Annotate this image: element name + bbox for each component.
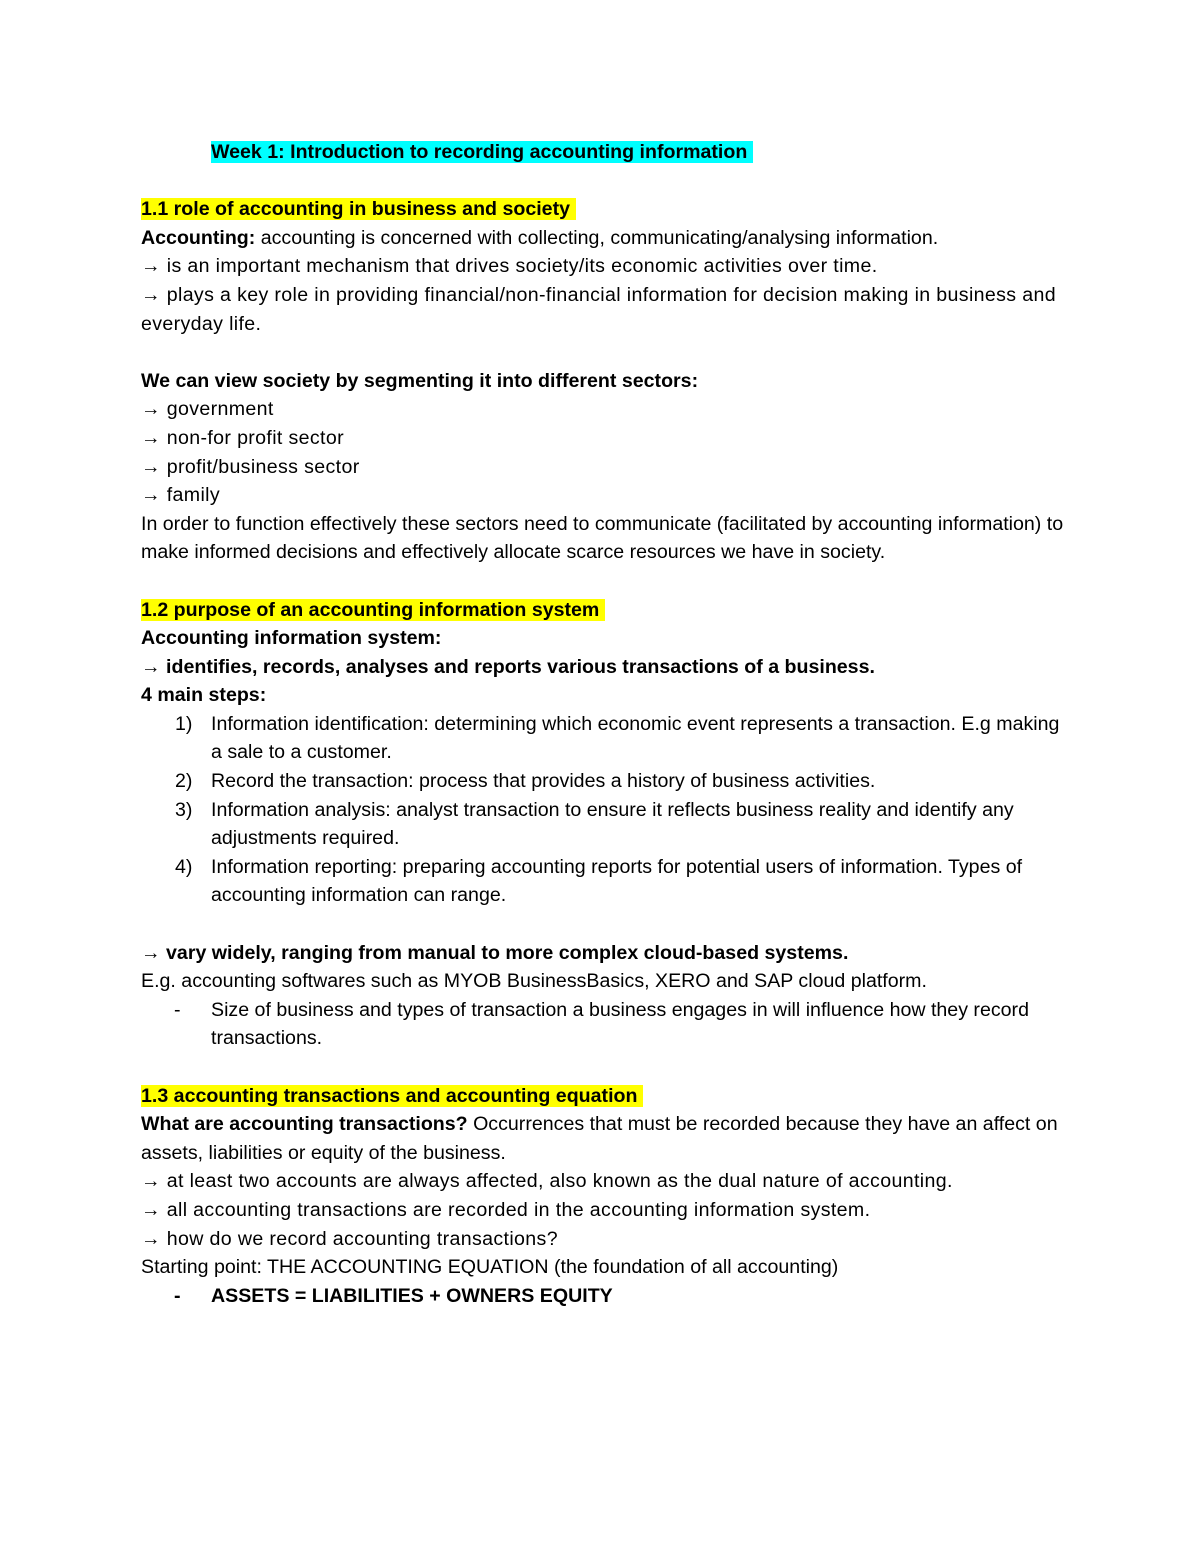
list-marker: - <box>174 998 181 1021</box>
recorded-line: → all accounting transactions are recorded in the accounting information system. <box>141 1198 871 1221</box>
ais-label: Accounting information system: <box>141 627 442 650</box>
accounting-definition <box>141 224 1071 253</box>
key-role-line: → plays a key role in providing financial/non-financial information for decision making in business and everyday life. <box>141 283 1056 335</box>
example-line: E.g. accounting softwares such as MYOB BusinessBasics, XERO and SAP cloud platform. <box>141 970 927 993</box>
accounting-definition-text: accounting is concerned with collecting, communicating/analysing information. <box>255 226 939 249</box>
section-2-heading <box>141 596 1071 625</box>
list-item <box>141 1282 1071 1311</box>
sector-family: → family <box>141 484 221 507</box>
dual-nature-line: → at least two accounts are always affected, also known as the dual nature of accounting. <box>141 1170 953 1193</box>
sector-government: → government <box>141 398 274 421</box>
list-item <box>141 996 1071 1053</box>
list-item-text: Information reporting: preparing accounting reports for potential users of information. Types of accounting information can range. <box>211 855 1023 907</box>
spacer <box>141 910 1071 939</box>
transactions-question <box>141 1110 1071 1167</box>
vary-line: → vary widely, ranging from manual to more complex cloud-based systems. <box>141 941 849 964</box>
list-item-text: Information identification: determining which economic event represents a transaction. E.g making a sale to a customer. <box>211 712 1060 764</box>
steps-list <box>141 710 1071 910</box>
accounting-equation: ASSETS = LIABILITIES + OWNERS EQUITY <box>211 1284 613 1307</box>
section-2-heading-text: 1.2 purpose of an accounting information system <box>141 599 605 621</box>
spacer <box>141 338 1071 367</box>
title-highlight: Week 1: Introduction to recording accounting information <box>211 141 753 163</box>
spacer <box>141 1053 1071 1082</box>
list-marker: 4) <box>175 855 193 878</box>
size-bullet-list <box>141 996 1071 1053</box>
list-item-text: Information analysis: analyst transaction to ensure it reflects business reality and identify any adjustments required. <box>211 798 1014 850</box>
transactions-text: Occurrences that must be recorded because they have an affect on assets, liabilities or equity of the business. <box>141 1113 1058 1164</box>
list-marker: - <box>174 1284 181 1307</box>
steps-heading: 4 main steps: <box>141 684 267 707</box>
starting-point-line: Starting point: THE ACCOUNTING EQUATION (the foundation of all accounting) <box>141 1256 839 1279</box>
sectors-closing: In order to function effectively these sectors need to communicate (facilitated by accounting information) to make informed decisions and effectively allocate scarce resources we have in society. <box>141 512 1064 564</box>
sector-business: → profit/business sector <box>141 455 360 478</box>
accounting-label: Accounting: <box>141 226 256 249</box>
how-record-line: → how do we record accounting transactions? <box>141 1227 558 1250</box>
list-item-text: Size of business and types of transaction a business engages in will influence how they record transactions. <box>211 998 1029 1050</box>
spacer <box>141 567 1071 596</box>
list-marker: 2) <box>175 770 193 793</box>
transactions-label: What are accounting transactions? <box>141 1113 468 1136</box>
mechanism-line: → is an important mechanism that drives society/its economic activities over time. <box>141 255 878 278</box>
section-1-heading <box>141 195 1071 224</box>
list-item <box>141 796 1071 853</box>
list-item <box>141 853 1071 910</box>
spacer <box>141 167 1071 196</box>
document-title <box>211 138 1071 167</box>
document-page <box>141 138 1071 1310</box>
list-marker: 1) <box>175 712 193 735</box>
equation-list <box>141 1282 1071 1311</box>
list-item <box>141 767 1071 796</box>
section-3-heading <box>141 1082 1071 1111</box>
section-1-heading-text: 1.1 role of accounting in business and society <box>141 198 576 220</box>
section-3-heading-text: 1.3 accounting transactions and accounting equation <box>141 1085 643 1107</box>
sectors-heading: We can view society by segmenting it into different sectors: <box>141 369 699 392</box>
list-item <box>141 710 1071 767</box>
list-marker: 3) <box>175 798 193 821</box>
list-item-text: Record the transaction: process that provides a history of business activities. <box>211 770 876 793</box>
ais-description: → identifies, records, analyses and reports various transactions of a business. <box>141 655 875 678</box>
sector-non-profit: → non-for profit sector <box>141 426 344 449</box>
